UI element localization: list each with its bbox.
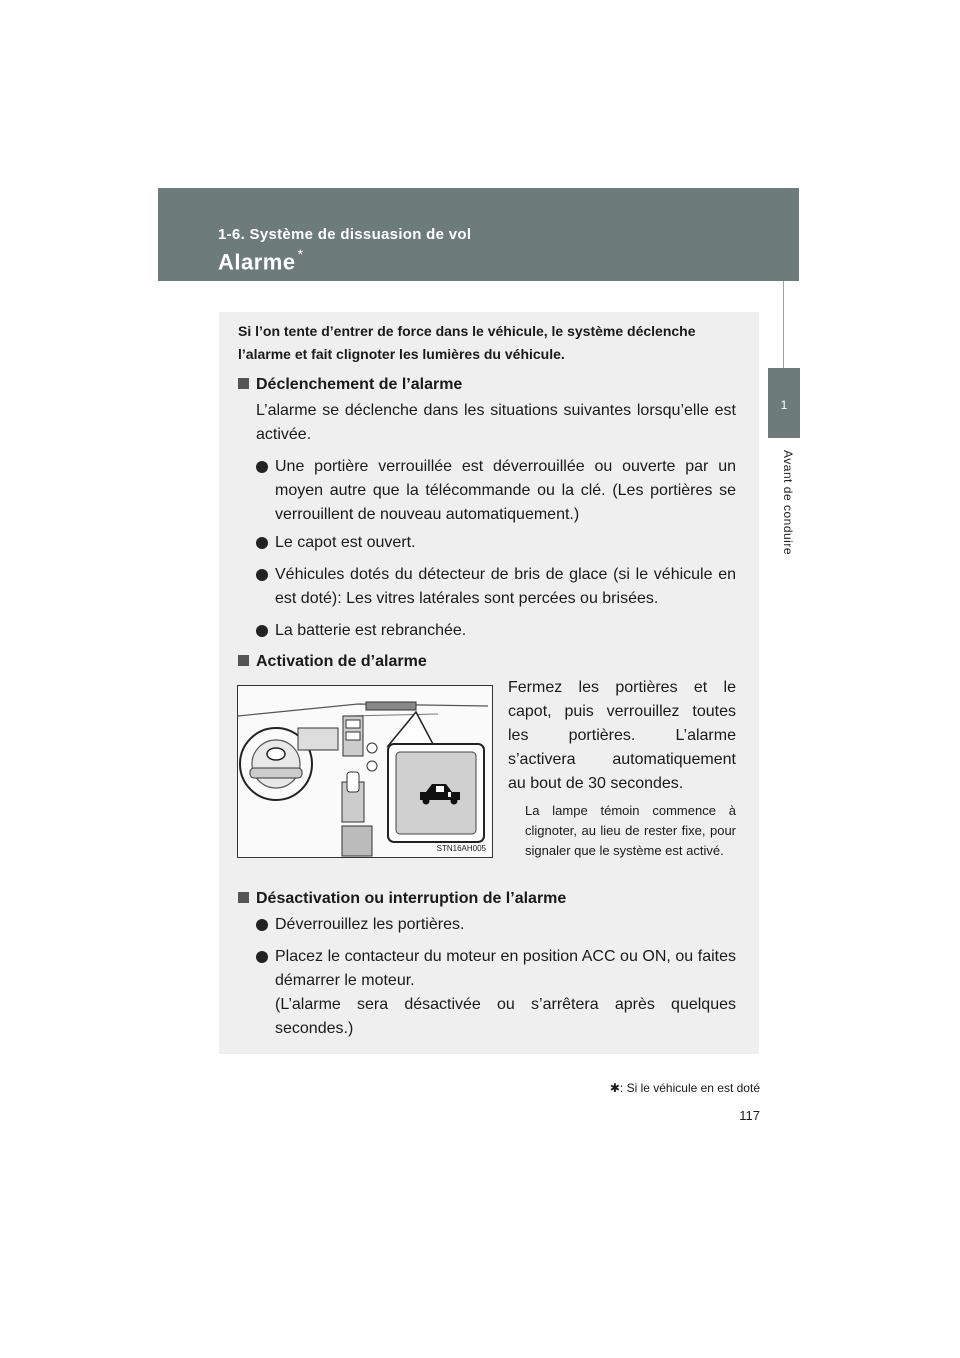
- indicator-note: La lampe témoin commence à clignoter, au lieu de rester fixe, pour signaler que le système est activé.: [525, 803, 736, 858]
- square-bullet-icon: [238, 655, 249, 666]
- justified-line: s’activera automatiquement: [508, 751, 736, 768]
- page-title: [218, 248, 304, 275]
- section-title: 1-6. Système de dissuasion de vol: [218, 226, 472, 243]
- justified-line: capot, puis verrouillez toutes: [508, 703, 736, 720]
- chapter-header: [158, 188, 799, 281]
- triggering-text: L’alarme se déclenche dans les situations suivantes lorsqu’elle est activée.: [256, 402, 736, 443]
- list-item: Déverrouillez les portières.: [256, 913, 736, 937]
- heading-text: Déclenchement de l’alarme: [256, 376, 463, 393]
- page-number: 117: [739, 1108, 760, 1123]
- bullet-icon: [256, 951, 268, 963]
- square-bullet-icon: [238, 378, 249, 389]
- deactivation-extra: (L’alarme sera désactivée ou s’arrêtera après quelques secondes.): [275, 996, 736, 1037]
- list-item: Une portière verrouillée est déverrouillée ou ouverte par un moyen autre que la télécommande ou la clé. (Les portières se verrouillent de nouveau automatiquement.): [256, 455, 736, 527]
- dashboard-illustration-svg: [238, 686, 493, 858]
- chapter-label: Avant de conduire: [781, 450, 795, 556]
- list-item: Véhicules dotés du détecteur de bris de glace (si le véhicule en est doté): Les vitres latérales sont percées ou brisées.: [256, 563, 736, 611]
- page-title-text: Alarme: [218, 249, 296, 275]
- list-item: La batterie est rebranchée.: [256, 619, 736, 643]
- heading-text: Désactivation ou interruption de l’alarme: [256, 890, 567, 907]
- title-asterisk: *: [297, 246, 304, 262]
- chapter-number: 1: [780, 398, 788, 412]
- content-panel: [219, 312, 759, 1054]
- bullet-icon: [256, 461, 268, 473]
- chapter-tab: [768, 368, 800, 438]
- list-item: Le capot est ouvert.: [256, 531, 736, 555]
- heading-activation: [238, 652, 427, 672]
- side-divider: [783, 281, 784, 368]
- bullet-icon: [256, 625, 268, 637]
- asterisk-icon: ✱: [609, 1081, 620, 1095]
- justified-line: les portières. L’alarme: [508, 727, 736, 744]
- list-item: Placez le contacteur du moteur en position ACC ou ON, ou faites démarrer le moteur. (L’alarme sera désactivée ou s’arrêtera après quelques secondes.): [256, 945, 736, 1041]
- last-line: au bout de 30 secondes.: [508, 775, 684, 792]
- figure-code: STN16AH005: [436, 844, 486, 853]
- heading-triggering: [238, 375, 462, 395]
- heading-deactivation: [238, 889, 566, 909]
- activation-text: [508, 676, 736, 796]
- justified-line: Fermez les portières et le: [508, 679, 736, 696]
- dashboard-illustration: [237, 685, 493, 858]
- heading-text: Activation de d’alarme: [256, 653, 427, 670]
- bullet-icon: [256, 537, 268, 549]
- footnote: ✱: Si le véhicule en est doté: [609, 1081, 760, 1095]
- intro-text: Si l’on tente d’entrer de force dans le véhicule, le système déclenche l’alarme et fait clignoter les lumières du véhicule.: [238, 323, 696, 362]
- square-bullet-icon: [238, 892, 249, 903]
- bullet-icon: [256, 569, 268, 581]
- bullet-icon: [256, 919, 268, 931]
